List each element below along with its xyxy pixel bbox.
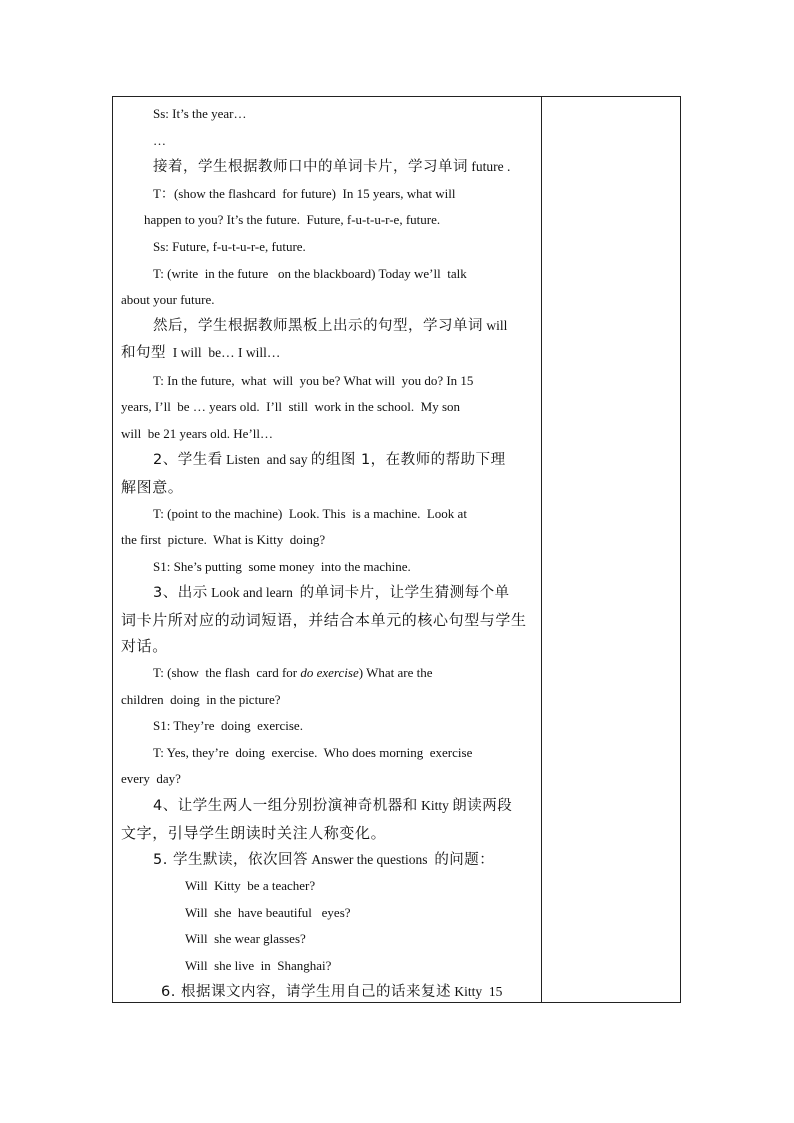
step-text: 的单词卡片，让学生猜测每个单 [299, 585, 510, 601]
dialogue-line: S1: She’s putting some money into the machine. [153, 559, 411, 574]
step-heading [153, 584, 510, 602]
step-text: 2、学生看 [153, 452, 223, 468]
instruction-keyword: future . [468, 159, 511, 174]
step-text: 3、出示 [153, 585, 208, 601]
step-keyword: Answer the questions [307, 852, 435, 867]
dialogue-line: Ss: Future, f-u-t-u-r-e, future. [153, 239, 306, 254]
step-text: 词卡片所对应的动词短语，并结合本单元的核心句型与学生 [121, 611, 527, 629]
step-text: 6. 根据课文内容，请学生用自己的话来复述 [161, 984, 451, 1000]
instruction-text: 然后，学生根据教师黑板上出示的句型，学习单词 [153, 318, 483, 334]
step-heading [153, 451, 506, 469]
dialogue-line: T: In the future, what will you be? What will you do? In 15 [153, 373, 474, 388]
dialogue-line [153, 664, 432, 682]
step-heading [153, 797, 512, 815]
instruction-text: 接着，学生根据教师口中的单词卡片，学习单词 [153, 159, 468, 175]
instruction-line [153, 158, 510, 176]
step-keyword: Kitty [417, 798, 453, 813]
step-text: 对话。 [121, 637, 168, 655]
lesson-plan-table [112, 96, 681, 1003]
procedure-cell [113, 97, 541, 1002]
dialogue-line: T: (write in the future on the blackboard) Today we’ll talk [153, 266, 467, 281]
instruction-keyword: will [483, 318, 508, 333]
dialogue-line: S1: They’re doing exercise. [153, 718, 303, 733]
dialogue-line: T：(show the flashcard for future) In 15 years, what will [153, 186, 456, 201]
step-heading [161, 983, 502, 1001]
dialogue-text: ) What are the [358, 665, 433, 680]
step-keyword: Listen and say [222, 452, 311, 467]
dialogue-line: will be 21 years old. He’ll… [121, 426, 273, 441]
dialogue-line: Ss: It’s the year… [153, 106, 247, 121]
instruction-line [153, 317, 507, 335]
step-text: 朗读两段 [452, 798, 513, 814]
instruction-line [121, 344, 280, 362]
instruction-keyword: I will be… I will… [166, 345, 281, 360]
dialogue-line: about your future. [121, 292, 215, 307]
ellipsis-line: … [153, 133, 166, 148]
step-text: 4、让学生两人一组分别扮演神奇机器和 [153, 798, 418, 814]
dialogue-line: happen to you? It’s the future. Future, f-u-t-u-r-e, future. [144, 212, 441, 227]
step-heading [153, 851, 494, 869]
step-text: 5. 学生默读，依次回答 [153, 852, 308, 868]
instruction-text: 和句型 [121, 345, 166, 361]
question-item: Will Kitty be a teacher? [185, 878, 316, 893]
step-text: 的组图 1，在教师的帮助下理 [310, 452, 506, 468]
dialogue-phrase: do exercise [300, 665, 359, 680]
dialogue-line: every day? [121, 771, 181, 786]
question-item: Will she wear glasses? [185, 931, 306, 946]
dialogue-text: T: (show the flash card for [153, 665, 301, 680]
notes-cell [542, 97, 680, 1002]
dialogue-line: the first picture. What is Kitty doing? [121, 532, 326, 547]
step-keyword: Look and learn [207, 585, 300, 600]
dialogue-line: T: (point to the machine) Look. This is a machine. Look at [153, 506, 467, 521]
question-item: Will she have beautiful eyes? [185, 905, 351, 920]
step-text: 的问题： [434, 852, 495, 868]
dialogue-line: T: Yes, they’re doing exercise. Who does morning exercise [153, 745, 473, 760]
step-text: 文字，引导学生朗读时关注人称变化。 [121, 824, 387, 842]
dialogue-line: children doing in the picture? [121, 692, 281, 707]
dialogue-line: years, I’ll be … years old. I’ll still work in the school. My son [121, 399, 461, 414]
step-text: 解图意。 [121, 478, 184, 496]
step-keyword: Kitty 15 [450, 984, 503, 999]
question-item: Will she live in Shanghai? [185, 958, 332, 973]
